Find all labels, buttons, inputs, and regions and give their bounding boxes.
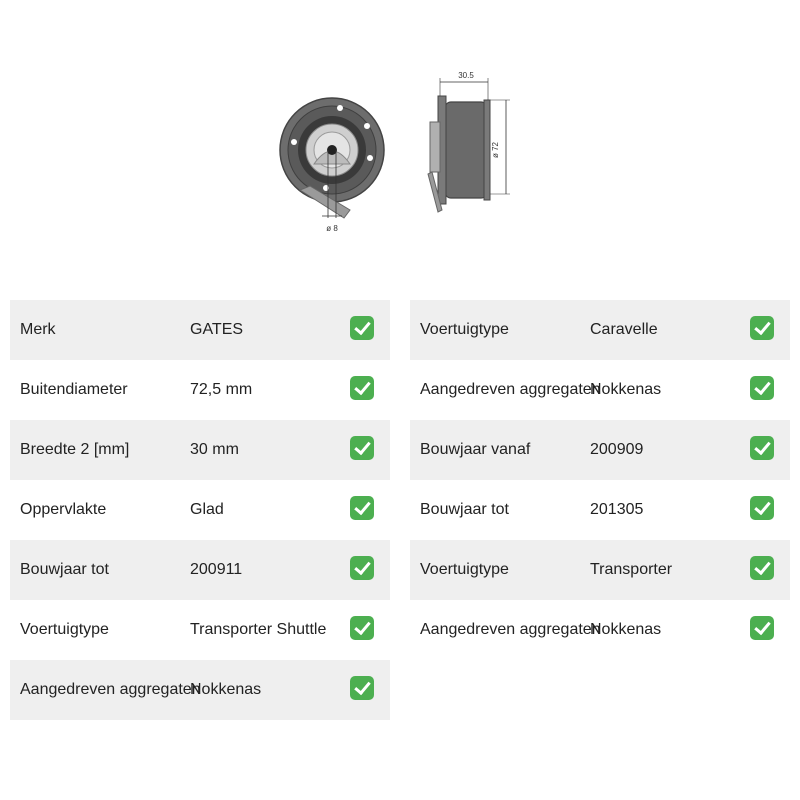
check-mark-icon [350, 616, 374, 640]
product-drawing [270, 60, 530, 240]
check-mark-icon [750, 316, 774, 340]
spec-value: Transporter Shuttle [190, 621, 327, 638]
spec-value: GATES [190, 321, 244, 338]
spec-label: Bouwjaar tot [20, 561, 109, 578]
check-mark-icon [750, 556, 774, 580]
spec-row [10, 660, 390, 720]
check-mark-icon [350, 316, 374, 340]
check-mark-icon [750, 376, 774, 400]
spec-row [410, 540, 790, 600]
spec-value: Transporter [590, 561, 673, 578]
check-mark-icon [350, 436, 374, 460]
spec-row [410, 480, 790, 540]
diameter-dimension-label: ø 72 [491, 141, 500, 159]
spec-row [10, 540, 390, 600]
spec-value: Glad [190, 501, 224, 518]
spec-label: Merk [20, 321, 56, 338]
spec-label: Voertuigtype [20, 621, 109, 638]
spec-value: Nokkenas [590, 381, 662, 398]
spec-label: Voertuigtype [420, 561, 509, 578]
spec-row [10, 300, 390, 360]
spec-row [10, 480, 390, 540]
bore-dimension-label: ø 8 [326, 224, 338, 233]
spec-value: Nokkenas [590, 621, 662, 638]
width-dimension-label: 30.5 [458, 71, 474, 80]
spec-value: Nokkenas [190, 681, 262, 698]
spec-label: Aangedreven aggregaten [420, 381, 601, 398]
spec-row [410, 420, 790, 480]
check-mark-icon [750, 436, 774, 460]
spec-label: Breedte 2 [mm] [20, 441, 130, 458]
spec-row [10, 360, 390, 420]
spec-label: Bouwjaar vanaf [420, 441, 531, 458]
spec-row [410, 300, 790, 360]
spec-value: 30 mm [190, 441, 239, 458]
spec-value: 201305 [590, 501, 644, 518]
tensioner-pulley-drawing [270, 60, 530, 240]
side-view [428, 71, 510, 212]
spec-label: Bouwjaar tot [420, 501, 509, 518]
spec-row [410, 360, 790, 420]
spec-row [10, 600, 390, 660]
spec-value: 200911 [190, 561, 243, 578]
spec-label: Oppervlakte [20, 501, 107, 518]
check-mark-icon [350, 376, 374, 400]
spec-table-right [410, 300, 790, 660]
spec-row [410, 600, 790, 660]
check-mark-icon [350, 676, 374, 700]
check-mark-icon [750, 496, 774, 520]
front-view [280, 98, 384, 233]
spec-label: Buitendiameter [20, 381, 128, 398]
check-mark-icon [350, 556, 374, 580]
spec-label: Aangedreven aggregaten [420, 621, 601, 638]
spec-label: Voertuigtype [420, 321, 509, 338]
spec-row [10, 420, 390, 480]
spec-value: 200909 [590, 441, 644, 458]
spec-value: Caravelle [590, 321, 658, 338]
check-mark-icon [350, 496, 374, 520]
check-mark-icon [750, 616, 774, 640]
spec-table-left [10, 300, 390, 720]
spec-label: Aangedreven aggregaten [20, 681, 201, 698]
spec-value: 72,5 mm [190, 381, 253, 398]
